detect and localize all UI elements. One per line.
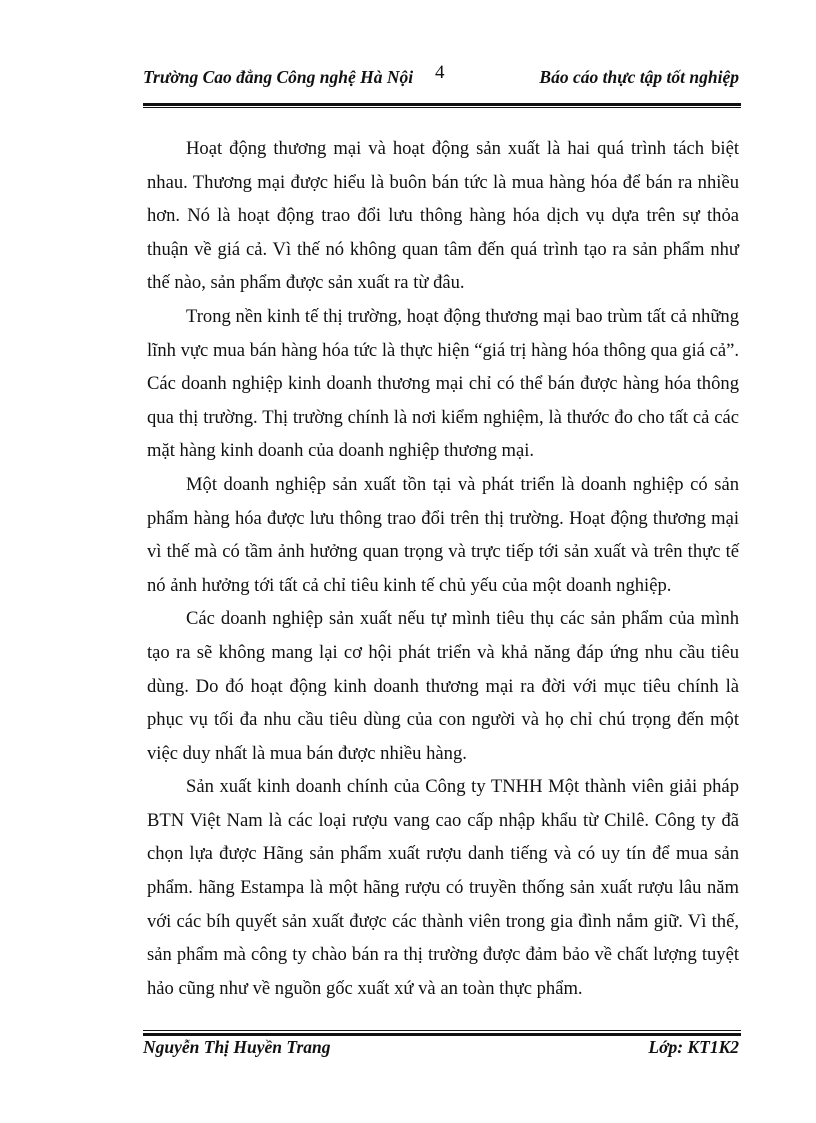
page-footer bbox=[143, 1037, 741, 1063]
footer-class: Lớp: KT1K2 bbox=[648, 1037, 739, 1057]
header-divider-thin bbox=[143, 107, 741, 108]
paragraph-2: Trong nền kinh tế thị trường, hoạt động thương mại bao trùm tất cả những lĩnh vực mua bán hàng hóa tức là thực hiện “giá trị hàng hóa thông qua giá cả”. Các doanh nghiệp kinh doanh thương mại chỉ có thể bán được hàng hóa thông qua thị trường. Thị trường chính là nơi kiểm nghiệm, là thước đo cho tất cả các mặt hàng kinh doanh của doanh nghiệp thương mại. bbox=[147, 305, 739, 462]
page-header bbox=[143, 62, 741, 88]
footer-author: Nguyễn Thị Huyền Trang bbox=[143, 1037, 331, 1057]
paragraph-1: Hoạt động thương mại và hoạt động sản xuất là hai quá trình tách biệt nhau. Thương mại được hiểu là buôn bán tức là mua hàng hóa để bán ra nhiều hơn. Nó là hoạt động trao đổi lưu thông hàng hóa dịch vụ dựa trên sự thỏa thuận về giá cả. Vì thế nó không quan tâm đến quá trình tạo ra sản phẩm như thế nào, sản phẩm được sản xuất ra từ đâu. bbox=[147, 138, 739, 294]
document-body bbox=[147, 132, 739, 1005]
footer-divider-thin bbox=[143, 1030, 741, 1031]
page-number: 4 bbox=[435, 62, 445, 83]
header-divider-thick bbox=[143, 103, 741, 106]
footer-divider-thick bbox=[143, 1033, 741, 1036]
paragraph-3: Một doanh nghiệp sản xuất tồn tại và phát triển là doanh nghiệp có sản phẩm hàng hóa được lưu thông trao đổi trên thị trường. Hoạt động thương mại vì thế mà có tầm ảnh hưởng quan trọng và trực tiếp tới sản xuất và trên thực tế nó ảnh hưởng tới tất cả chỉ tiêu kinh tế chủ yếu của một doanh nghiệp. bbox=[147, 473, 739, 596]
header-school-name: Trường Cao đẳng Công nghệ Hà Nội bbox=[143, 67, 414, 87]
paragraph-5: Sản xuất kinh doanh chính của Công ty TNHH Một thành viên giải pháp BTN Việt Nam là các loại rượu vang cao cấp nhập khẩu từ Chilê. Công ty đã chọn lựa được Hãng sản phẩm xuất rượu danh tiếng và có uy tín để mua sản phẩm. hãng Estampa là một hãng rượu có truyền thống sản xuất rượu lâu năm với các bíh quyết sản xuất được các thành viên trong gia đình nắm giữ. Vì thế, sản phẩm mà công ty chào bán ra thị trường được đảm bảo về chất lượng tuyệt hảo cũng như về nguồn gốc xuất xứ và an toàn thực phẩm. bbox=[147, 776, 739, 999]
paragraph-4: Các doanh nghiệp sản xuất nếu tự mình tiêu thụ các sản phẩm của mình tạo ra sẽ không mang lại cơ hội phát triển và khả năng đáp ứng nhu cầu tiêu dùng. Do đó hoạt động kinh doanh thương mại ra đời với mục tiêu chính là phục vụ tối đa nhu cầu tiêu dùng của con người và họ chỉ chú trọng đến một việc duy nhất là mua bán được nhiều hàng. bbox=[147, 608, 739, 764]
header-report-title: Báo cáo thực tập tốt nghiệp bbox=[539, 67, 739, 87]
